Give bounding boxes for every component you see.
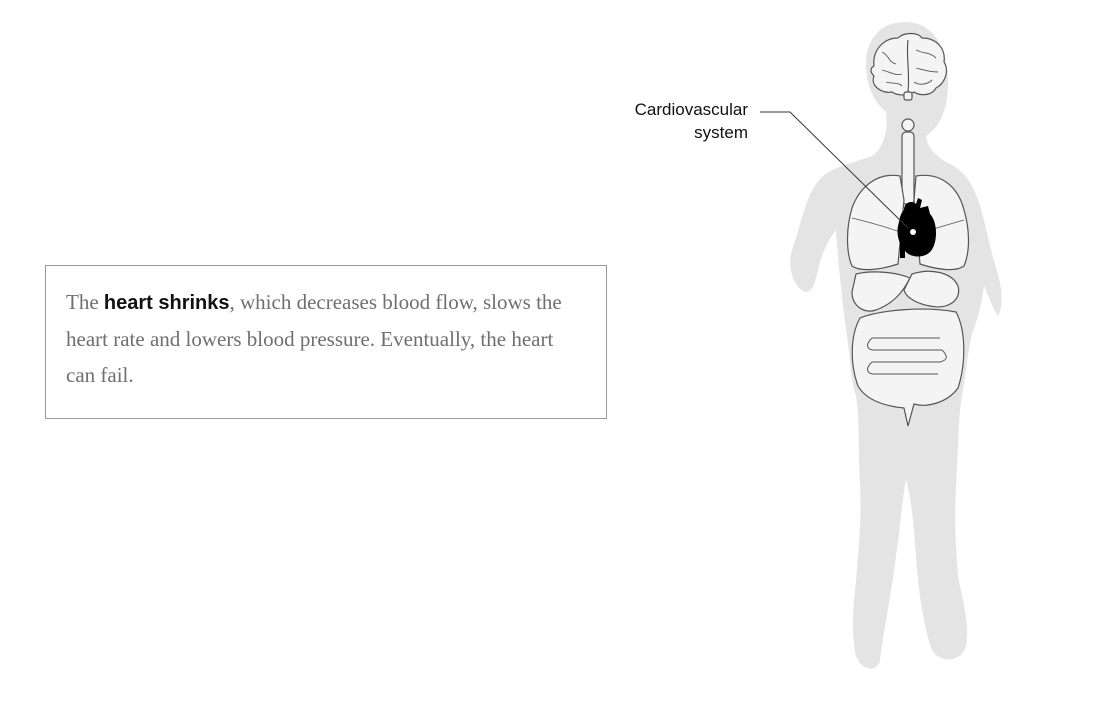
caption-emphasis: heart shrinks (103, 292, 230, 314)
caption-rest: , which decreases blood flow, slows the heart rate and lowers blood pressure. Eventually, the heart can fail. (66, 290, 562, 387)
caption-box (45, 265, 607, 419)
brain-icon (871, 34, 946, 101)
caption-text (66, 284, 586, 393)
cardiovascular-system-label (600, 98, 748, 144)
label-line-2: system (694, 123, 748, 142)
caption-prefix: The (66, 290, 104, 314)
label-line-1: Cardiovascular (634, 100, 748, 119)
